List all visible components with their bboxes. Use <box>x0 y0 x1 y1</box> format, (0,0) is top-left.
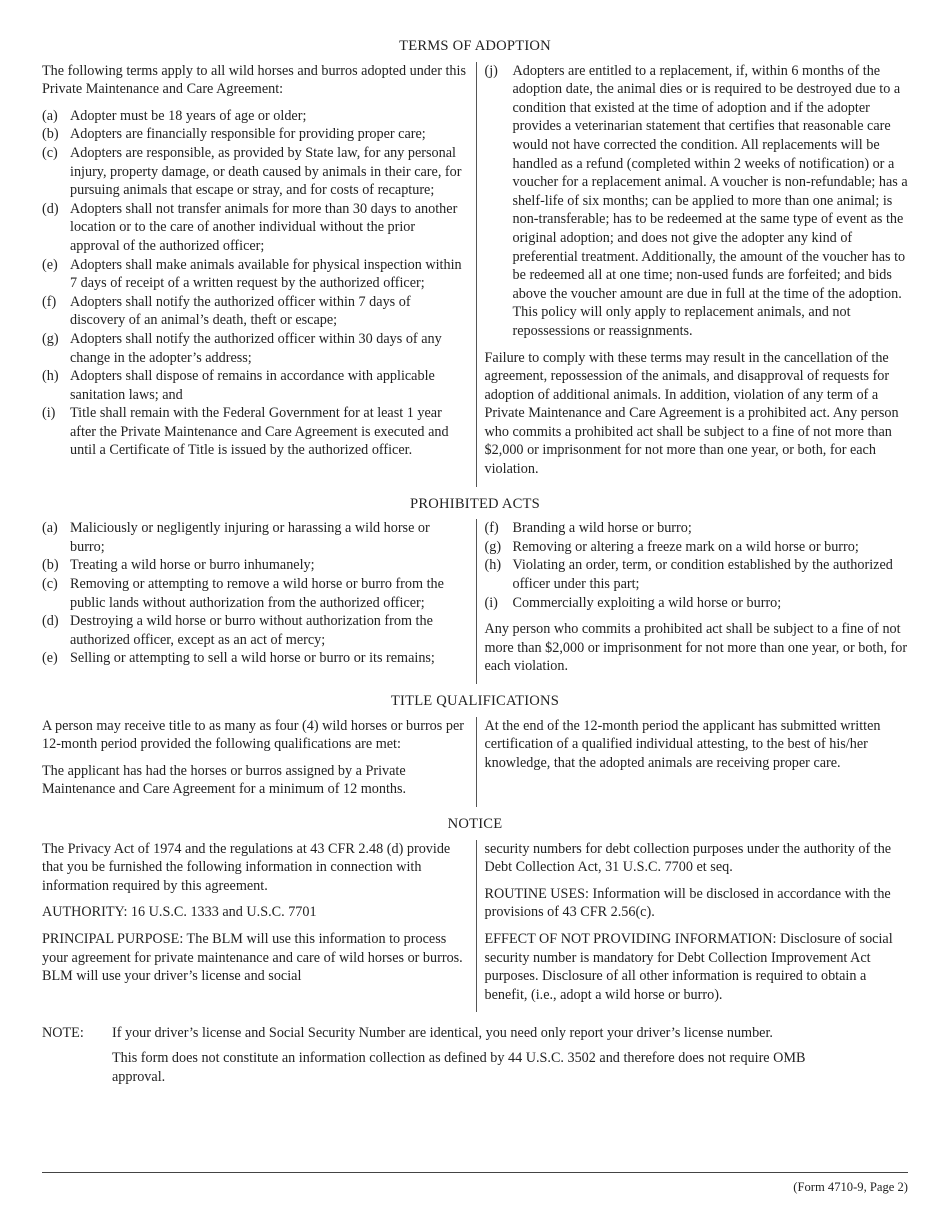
item-text: Adopter must be 18 years of age or older; <box>70 107 307 124</box>
item-text: Adopters are entitled to a replacement, if, within 6 months of the adoption date, the animal dies or is required to be destroyed due to a condition that existed at the time of adoption and if the adopter provides a veterinarian statement that certifies that reasonable care would not have corrected the condition. All replacements will be handled as a refund (completed within 2 weeks of notification) or a voucher for a replacement animal. A voucher is non-refundable; has a shelf-life of six months; can be applied to more than one animal; is non-transferable; has to be redeemed at the same type of event as the original adoption; and does not give the adopter any kind of preferential treatment. Additionally, the amount of the voucher has to be redeemed all at one time; non-used funds are forfeited; and bids above the voucher amount are due in full at the time of the adoption. This policy will only apply to replacement animals, and not repossessions or reassignments. <box>512 62 908 339</box>
terms-intro: The following terms apply to all wild horses and burros adopted under this Private Maintenance and Care Agreement: <box>42 62 466 98</box>
item-text: Adopters shall notify the authorized officer within 7 days of discovery of an animal’s death, theft or escape; <box>70 293 411 329</box>
item-text: Selling or attempting to sell a wild horse or burro or its remains; <box>70 650 435 667</box>
list-item <box>42 125 468 144</box>
title-section <box>42 717 908 807</box>
note-line-1: If your driver’s license and Social Security Number are identical, you need only report your driver’s license number. <box>112 1025 773 1042</box>
item-text: Adopters shall not transfer animals for more than 30 days to another location or to the care of another individual without the prior approval of the authorized officer; <box>70 200 458 254</box>
item-text: Removing or attempting to remove a wild horse or burro from the public lands without authorization from the authorized officer; <box>70 576 444 611</box>
terms-list-continued <box>485 62 909 341</box>
item-text: Violating an order, term, or condition established by the authorized officer under this part; <box>512 557 893 593</box>
item-text: Destroying a wild horse or burro without authorization from the authorized officer, except as an act of mercy; <box>70 613 433 648</box>
item-text: Branding a wild horse or burro; <box>512 520 692 537</box>
item-letter: (i) <box>42 405 56 422</box>
notice-principal-purpose: PRINCIPAL PURPOSE: The BLM will use this information to process your agreement for private maintenance and care of wild horses or burros. BLM will use your driver’s license and social <box>42 930 463 985</box>
list-item <box>42 200 468 256</box>
list-item <box>42 293 468 330</box>
prohibited-penalty: Any person who commits a prohibited act shall be subject to a fine of not more than $2,000 or imprisonment for not more than one year, or both, for each violation. <box>484 621 908 675</box>
prohibited-list <box>42 519 468 668</box>
item-letter: (b) <box>42 557 59 574</box>
terms-right-column <box>485 62 909 487</box>
list-item <box>42 330 468 367</box>
list-item <box>485 62 909 341</box>
terms-heading: TERMS OF ADOPTION <box>399 38 551 54</box>
notice-effect-of-not-providing: EFFECT OF NOT PROVIDING INFORMATION: Disclosure of social security number is mandatory for Debt Collection Improvement Act purposes. Disclosure of all other information is required to obtain a benefit, (i.e., adopt a wild horse or burro). <box>484 930 893 1003</box>
list-item <box>485 594 909 613</box>
title-paragraph-3: At the end of the 12-month period the applicant has submitted written certification of a qualified individual attesting, to the best of his/her knowledge, that the adopted animals are receiving proper care. <box>484 717 881 771</box>
list-item <box>42 107 468 126</box>
title-heading: TITLE QUALIFICATIONS <box>390 693 560 709</box>
item-letter: (b) <box>42 126 59 143</box>
item-letter: (j) <box>484 62 498 79</box>
note-block <box>42 1024 908 1092</box>
list-item <box>485 519 909 538</box>
footer-rule <box>42 1172 908 1173</box>
prohibited-section <box>42 519 908 684</box>
item-text: Adopters shall make animals available for physical inspection within 7 days of receipt of a written request by the authorized officer; <box>70 256 462 292</box>
notice-privacy-paragraph: The Privacy Act of 1974 and the regulations at 43 CFR 2.48 (d) provide that you be furnished the following information in connection with information required by this agreement. <box>42 840 451 894</box>
item-letter: (a) <box>42 520 58 537</box>
item-text: Adopters are financially responsible for providing proper care; <box>70 126 426 143</box>
list-item <box>42 367 468 404</box>
notice-principal-purpose-continued: security numbers for debt collection purposes under the authority of the Debt Collection Act, 31 U.S.C. 7700 et seq. <box>484 840 892 876</box>
list-item <box>42 556 468 575</box>
note-body <box>112 1024 908 1092</box>
prohibited-list-continued <box>485 519 909 612</box>
notice-right-column <box>485 840 909 1013</box>
list-item <box>42 144 468 200</box>
item-text: Adopters shall notify the authorized officer within 30 days of any change in the adopter’s address; <box>70 330 442 366</box>
item-text: Maliciously or negligently injuring or harassing a wild horse or burro; <box>70 520 430 555</box>
item-text: Title shall remain with the Federal Government for at least 1 year after the Private Maintenance and Care Agreement is executed and until a Certificate of Title is issued by the authorized officer. <box>70 405 449 459</box>
title-right-column <box>485 717 909 807</box>
item-letter: (c) <box>42 144 58 161</box>
item-letter: (h) <box>484 557 502 574</box>
list-item <box>42 649 468 668</box>
prohibited-left-column <box>42 519 476 684</box>
note-line-2: This form does not constitute an information collection as defined by 44 U.S.C. 3502 and therefore does not require OMB approval. <box>112 1049 806 1085</box>
list-item <box>485 538 909 557</box>
list-item <box>42 404 468 460</box>
item-letter: (a) <box>42 107 58 124</box>
item-text: Commercially exploiting a wild horse or burro; <box>512 594 782 611</box>
title-left-column <box>42 717 476 807</box>
notice-heading: NOTICE <box>447 815 503 832</box>
item-text: Adopters are responsible, as provided by State law, for any personal injury, property damage, or death caused by animals in their care, for pursuing animals that escape or stray, and for costs of recapture; <box>70 144 462 199</box>
terms-list <box>42 107 468 460</box>
note-label: NOTE: <box>42 1025 84 1042</box>
item-letter: (e) <box>42 256 58 273</box>
item-text: Adopters shall dispose of remains in accordance with applicable sanitation laws; and <box>70 368 435 403</box>
notice-routine-uses: ROUTINE USES: Information will be disclosed in accordance with the provisions of 43 CFR 2.56(c). <box>484 885 891 921</box>
form-reference: (Form 4710-9, Page 2) <box>793 1180 908 1194</box>
title-paragraph-1: A person may receive title to as many as four (4) wild horses or burros per 12-month period provided the following qualifications are met: <box>42 717 464 753</box>
item-letter: (f) <box>42 293 57 310</box>
item-letter: (c) <box>42 576 58 593</box>
item-letter: (g) <box>42 330 59 347</box>
column-divider <box>476 519 477 684</box>
item-letter: (d) <box>42 200 59 217</box>
terms-failure-paragraph: Failure to comply with these terms may result in the cancellation of the agreement, repossession of the animals, and disapproval of requests for adoption of additional animals. In addition, violation of any term of a Private Maintenance and Care Agreement is a prohibited act. Any person who commits a prohibited act shall be subject to a fine of not more than $2,000 or imprisonment for not more than one year, or both, for each violation. <box>484 349 899 478</box>
title-paragraph-2: The applicant has had the horses or burros assigned by a Private Maintenance and Care Agreement for a minimum of 12 months. <box>42 762 407 798</box>
item-letter: (i) <box>484 594 498 611</box>
form-page <box>42 37 908 1092</box>
item-letter: (f) <box>484 520 499 537</box>
column-divider <box>476 840 477 1013</box>
list-item <box>42 575 468 612</box>
prohibited-heading: PROHIBITED ACTS <box>410 495 540 512</box>
notice-section <box>42 840 908 1013</box>
item-letter: (g) <box>484 538 502 555</box>
item-text: Treating a wild horse or burro inhumanely; <box>70 557 315 574</box>
terms-section <box>42 62 908 487</box>
list-item <box>42 612 468 649</box>
item-letter: (h) <box>42 368 59 385</box>
column-divider <box>476 62 477 487</box>
list-item <box>42 256 468 293</box>
column-divider <box>476 717 477 807</box>
item-letter: (e) <box>42 650 58 667</box>
list-item <box>42 519 468 556</box>
notice-authority: AUTHORITY: 16 U.S.C. 1333 and U.S.C. 7701 <box>42 904 317 921</box>
item-letter: (d) <box>42 613 59 630</box>
notice-left-column <box>42 840 476 1013</box>
prohibited-right-column <box>485 519 909 684</box>
list-item <box>485 556 909 593</box>
terms-left-column <box>42 62 476 487</box>
item-text: Removing or altering a freeze mark on a wild horse or burro; <box>512 538 859 555</box>
